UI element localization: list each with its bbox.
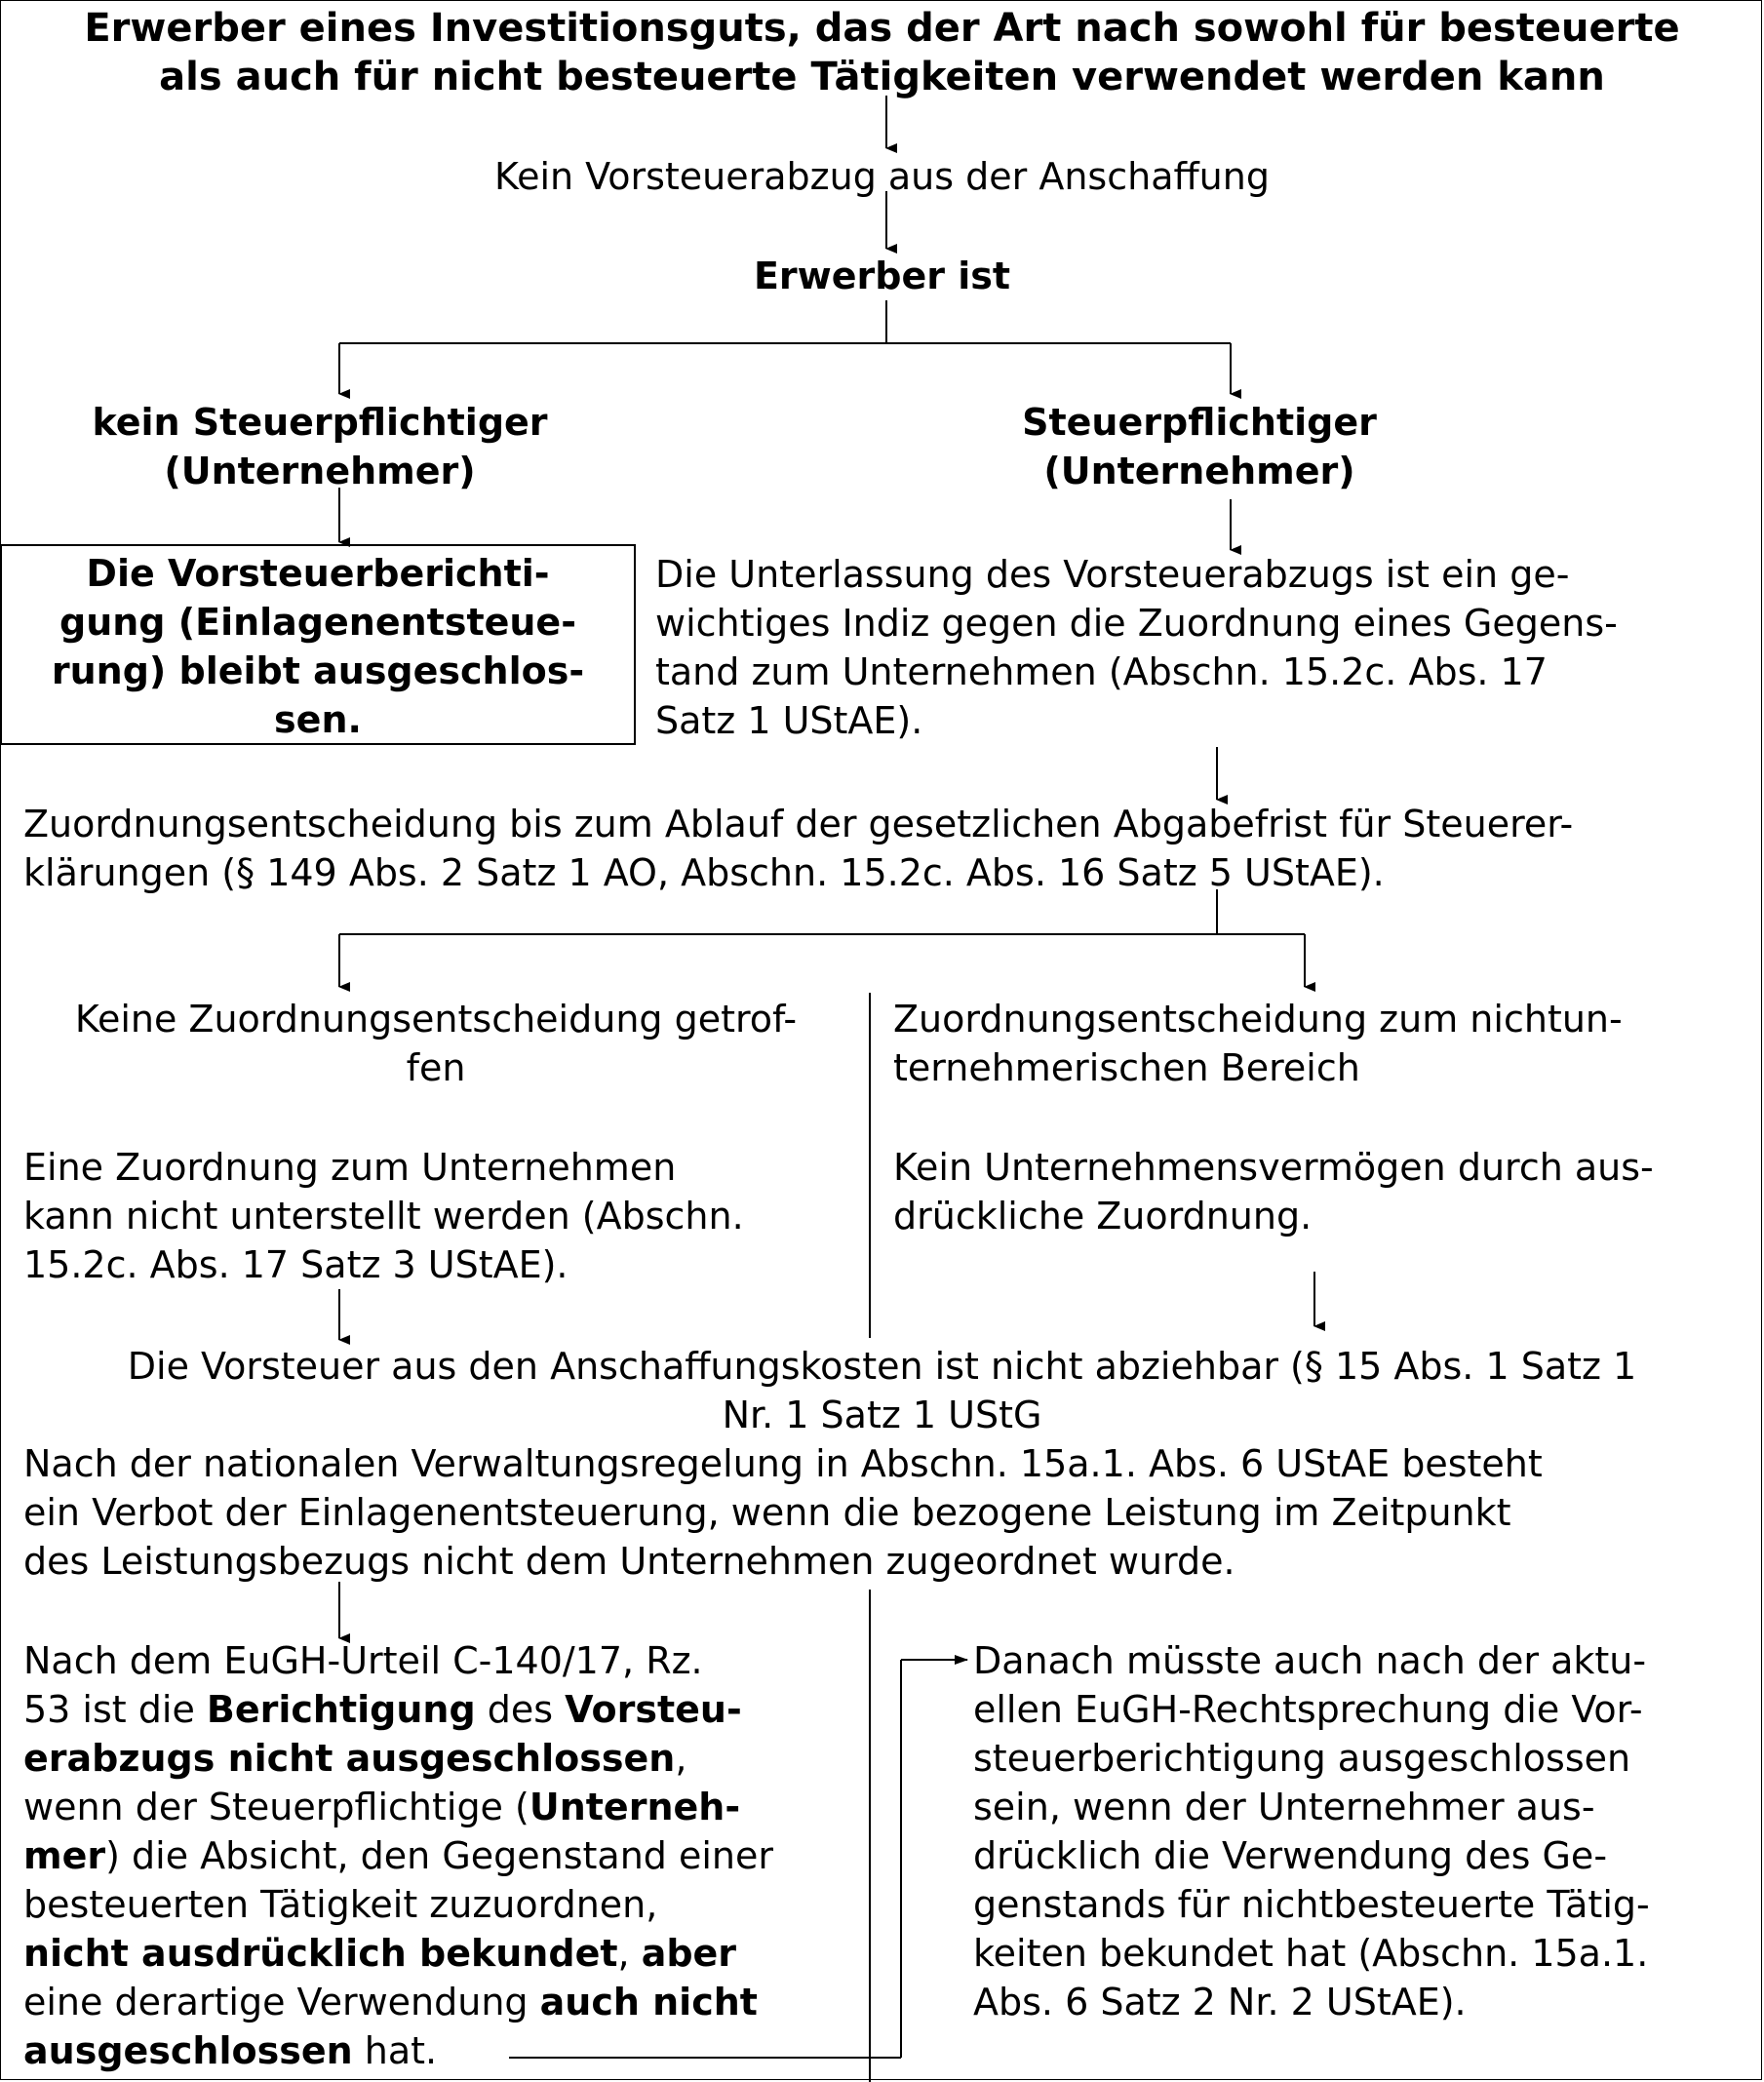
result-line-1: Die Vorsteuer aus den Anschaffungskosten ist nicht abziehbar (§ 15 Abs. 1 Satz 1 bbox=[127, 1345, 1637, 1388]
step-acquirer-is: Erwerber ist bbox=[753, 255, 1011, 297]
deadline-line-2: klärungen (§ 149 Abs. 2 Satz 1 AO, Abschn. 15.2c. Abs. 16 Satz 5 UStAE). bbox=[23, 851, 1385, 894]
conclusion-line-6: genstands für nichtbesteuerte Tätig- bbox=[973, 1883, 1650, 1926]
right-text-line-4: Satz 1 UStAE). bbox=[655, 699, 923, 742]
left-result-line-3: rung) bleibt ausgeschlos- bbox=[51, 649, 585, 692]
admin-rule-line-3: des Leistungsbezugs nicht dem Unternehmen zugeordnet wurde. bbox=[23, 1540, 1235, 1583]
conclusion-line-5: drücklich die Verwendung des Ge- bbox=[973, 1834, 1608, 1877]
admin-rule-line-2: ein Verbot der Einlagenentsteuerung, wenn die bezogene Leistung im Zeitpunkt bbox=[23, 1491, 1511, 1534]
non-business-heading-line-1: Zuordnungsentscheidung zum nichtun- bbox=[893, 998, 1623, 1041]
no-decision-text-line-2: kann nicht unterstellt werden (Abschn. bbox=[23, 1195, 744, 1237]
right-text-line-3: tand zum Unternehmen (Abschn. 15.2c. Abs. 17 bbox=[655, 650, 1548, 693]
eugh-line-8: eine derartige Verwendung auch nicht bbox=[23, 1981, 758, 2023]
eugh-line-1: Nach dem EuGH-Urteil C-140/17, Rz. bbox=[23, 1639, 703, 1682]
no-decision-text-line-1: Eine Zuordnung zum Unternehmen bbox=[23, 1146, 677, 1189]
right-branch-heading-line-1: Steuerpflichtiger bbox=[1022, 401, 1377, 444]
conclusion-line-8: Abs. 6 Satz 2 Nr. 2 UStAE). bbox=[973, 1981, 1467, 2023]
conclusion-line-4: sein, wenn der Unternehmer aus- bbox=[973, 1786, 1595, 1828]
right-branch-heading-line-2: (Unternehmer) bbox=[1043, 450, 1355, 492]
non-business-heading-line-2: ternehmerischen Bereich bbox=[893, 1046, 1360, 1089]
result-line-2: Nr. 1 Satz 1 UStG bbox=[722, 1394, 1042, 1436]
no-decision-heading-line-2: fen bbox=[406, 1046, 466, 1089]
eugh-line-9: ausgeschlossen hat. bbox=[23, 2029, 438, 2072]
left-branch-heading-line-2: (Unternehmer) bbox=[164, 450, 476, 492]
left-result-line-2: gung (Einlagenentsteue- bbox=[59, 601, 576, 644]
eugh-line-2: 53 ist die Berichtigung des Vorsteu- bbox=[23, 1688, 742, 1731]
eugh-line-3: erabzugs nicht ausgeschlossen, bbox=[23, 1737, 687, 1780]
left-result-line-4: sen. bbox=[274, 698, 362, 741]
no-decision-text-line-3: 15.2c. Abs. 17 Satz 3 UStAE). bbox=[23, 1243, 568, 1286]
eugh-line-7: nicht ausdrücklich bekundet, aber bbox=[23, 1932, 737, 1975]
non-business-text-line-1: Kein Unternehmensvermögen durch aus- bbox=[893, 1146, 1654, 1189]
deadline-line-1: Zuordnungsentscheidung bis zum Ablauf der gesetzlichen Abgabefrist für Steuerer- bbox=[23, 803, 1574, 845]
eugh-line-6: besteuerten Tätigkeit zuzuordnen, bbox=[23, 1883, 658, 1926]
eugh-line-4: wenn der Steuerpflichtige (Unterneh- bbox=[23, 1786, 741, 1828]
admin-rule-line-1: Nach der nationalen Verwaltungsregelung in Abschn. 15a.1. Abs. 6 UStAE besteht bbox=[23, 1442, 1543, 1485]
no-decision-heading-line-1: Keine Zuordnungsentscheidung getrof- bbox=[74, 998, 798, 1041]
left-branch-heading-line-1: kein Steuerpflichtiger bbox=[92, 401, 548, 444]
conclusion-line-2: ellen EuGH-Rechtsprechung die Vor- bbox=[973, 1688, 1643, 1731]
step-no-input-tax-deduction: Kein Vorsteuerabzug aus der Anschaffung bbox=[494, 155, 1270, 198]
diagram-title-line-1: Erwerber eines Investitionsguts, das der Art nach sowohl für besteuerte bbox=[84, 6, 1680, 51]
conclusion-line-3: steuerberichtigung ausgeschlossen bbox=[973, 1737, 1631, 1780]
right-text-line-1: Die Unterlassung des Vorsteuerabzugs ist ein ge- bbox=[655, 553, 1570, 596]
diagram-title-line-2: als auch für nicht besteuerte Tätigkeiten verwendet werden kann bbox=[159, 55, 1605, 99]
left-result-line-1: Die Vorsteuerberichti- bbox=[86, 552, 550, 595]
conclusion-line-1: Danach müsste auch nach der aktu- bbox=[973, 1639, 1647, 1682]
right-text-line-2: wichtiges Indiz gegen die Zuordnung eines Gegens- bbox=[655, 602, 1618, 645]
eugh-line-5: mer) die Absicht, den Gegenstand einer bbox=[23, 1834, 774, 1877]
non-business-text-line-2: drückliche Zuordnung. bbox=[893, 1195, 1313, 1237]
conclusion-line-7: keiten bekundet hat (Abschn. 15a.1. bbox=[973, 1932, 1649, 1975]
